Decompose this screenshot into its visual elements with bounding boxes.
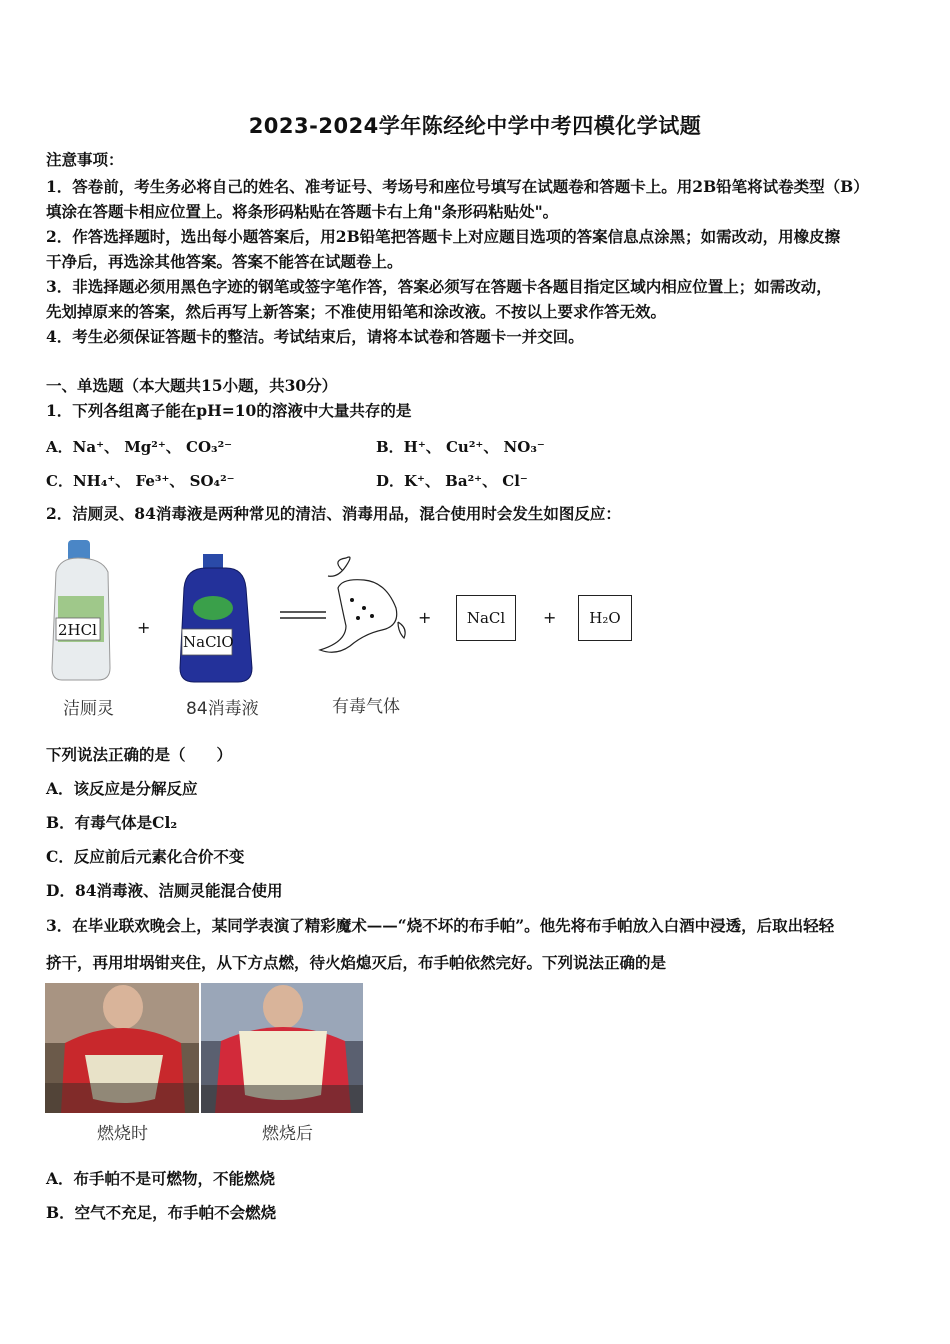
q3-option-a: A．布手帕不是可燃物，不能燃烧	[46, 1169, 276, 1188]
q3-stem-line-1: 3．在毕业联欢晚会上，某同学表演了精彩魔术——“烧不坏的布手帕”。他先将布手帕放入白酒中浸透，后取出轻轻	[46, 916, 835, 935]
notice-line-1: 1．答卷前，考生务必将自己的姓名、准考证号、考场号和座位号填写在试题卷和答题卡上。用2B铅笔将试卷类型（B）	[46, 177, 869, 196]
q2-option-d: D．84消毒液、洁厕灵能混合使用	[46, 881, 283, 900]
caption-after: 燃烧后	[262, 1124, 313, 1144]
notice-line-2: 填涂在答题卡相应位置上。将条形码粘贴在答题卡右上角"条形码粘贴处"。	[46, 202, 559, 221]
notice-line-7: 4．考生必须保证答题卡的整洁。考试结束后，请将本试卷和答题卡一并交回。	[46, 327, 584, 346]
toilet-cleaner-bottle-icon	[52, 540, 110, 680]
gas-dots	[350, 598, 374, 620]
caption-burning: 燃烧时	[97, 1124, 148, 1144]
handkerchief-photos	[45, 983, 363, 1113]
q1-option-b: B．H⁺、 Cu²⁺、 NO₃⁻	[376, 438, 545, 456]
notice-line-3: 2．作答选择题时，选出每小题答案后，用2B铅笔把答题卡上对应题目选项的答案信息点涂黑；如需改动，用橡皮擦	[46, 227, 841, 246]
plus-sign-3: +	[543, 608, 557, 627]
q1-stem: 1．下列各组离子能在pH=10的溶液中大量共存的是	[46, 401, 412, 420]
product-box-h2o: H₂O	[578, 595, 632, 641]
q2-stem: 2．洁厕灵、84消毒液是两种常见的清洁、消毒用品，混合使用时会发生如图反应：	[46, 504, 621, 523]
caption-bleach: 84消毒液	[186, 699, 259, 719]
q2-ask: 下列说法正确的是（ ）	[46, 745, 233, 764]
q1-option-d: D．K⁺、 Ba²⁺、 Cl⁻	[376, 472, 528, 490]
q1-option-c: C．NH₄⁺、 Fe³⁺、 SO₄²⁻	[46, 472, 235, 490]
photo-after-image	[201, 983, 363, 1113]
bleach-bottle-icon	[180, 554, 252, 682]
q3-option-b: B．空气不充足，布手帕不会燃烧	[46, 1203, 277, 1222]
product-box-nacl: NaCl	[456, 595, 516, 641]
notice-heading: 注意事项：	[46, 150, 124, 169]
q1-option-a: A．Na⁺、 Mg²⁺、 CO₃²⁻	[46, 438, 233, 456]
photo-burning-image	[45, 983, 199, 1113]
caption-toxic-gas: 有毒气体	[332, 697, 400, 717]
bottle2-label: NaClO	[183, 633, 234, 651]
q2-option-c: C．反应前后元素化合价不变	[46, 847, 245, 866]
plus-sign-1: +	[137, 618, 151, 637]
q2-option-a: A．该反应是分解反应	[46, 779, 198, 798]
q3-stem-line-2: 挤干，再用坩埚钳夹住，从下方点燃，待火焰熄灭后，布手帕依然完好。下列说法正确的是	[46, 953, 667, 972]
notice-line-6: 先划掉原来的答案，然后再写上新答案；不准使用铅笔和涂改液。不按以上要求作答无效。	[46, 302, 667, 321]
handkerchief-photos-svg	[45, 983, 363, 1113]
toxic-gas-icon	[320, 557, 405, 652]
notice-line-5: 3．非选择题必须用黑色字迹的钢笔或签字笔作答，答案必须写在答题卡各题目指定区域内相应位置上；如需改动，	[46, 277, 832, 296]
section-heading: 一、单选题（本大题共15小题，共30分）	[46, 376, 338, 395]
q2-option-b: B．有毒气体是Cl₂	[46, 813, 178, 832]
reaction-figure-svg	[46, 538, 646, 718]
caption-toilet-cleaner: 洁厕灵	[63, 699, 114, 719]
plus-sign-2: +	[418, 608, 432, 627]
reaction-figure	[46, 538, 646, 718]
notice-line-4: 干净后，再选涂其他答案。答案不能答在试题卷上。	[46, 252, 403, 271]
page-title: 2023-2024学年陈经纶中学中考四模化学试题	[248, 114, 702, 138]
bottle1-label: 2HCl	[58, 621, 97, 639]
